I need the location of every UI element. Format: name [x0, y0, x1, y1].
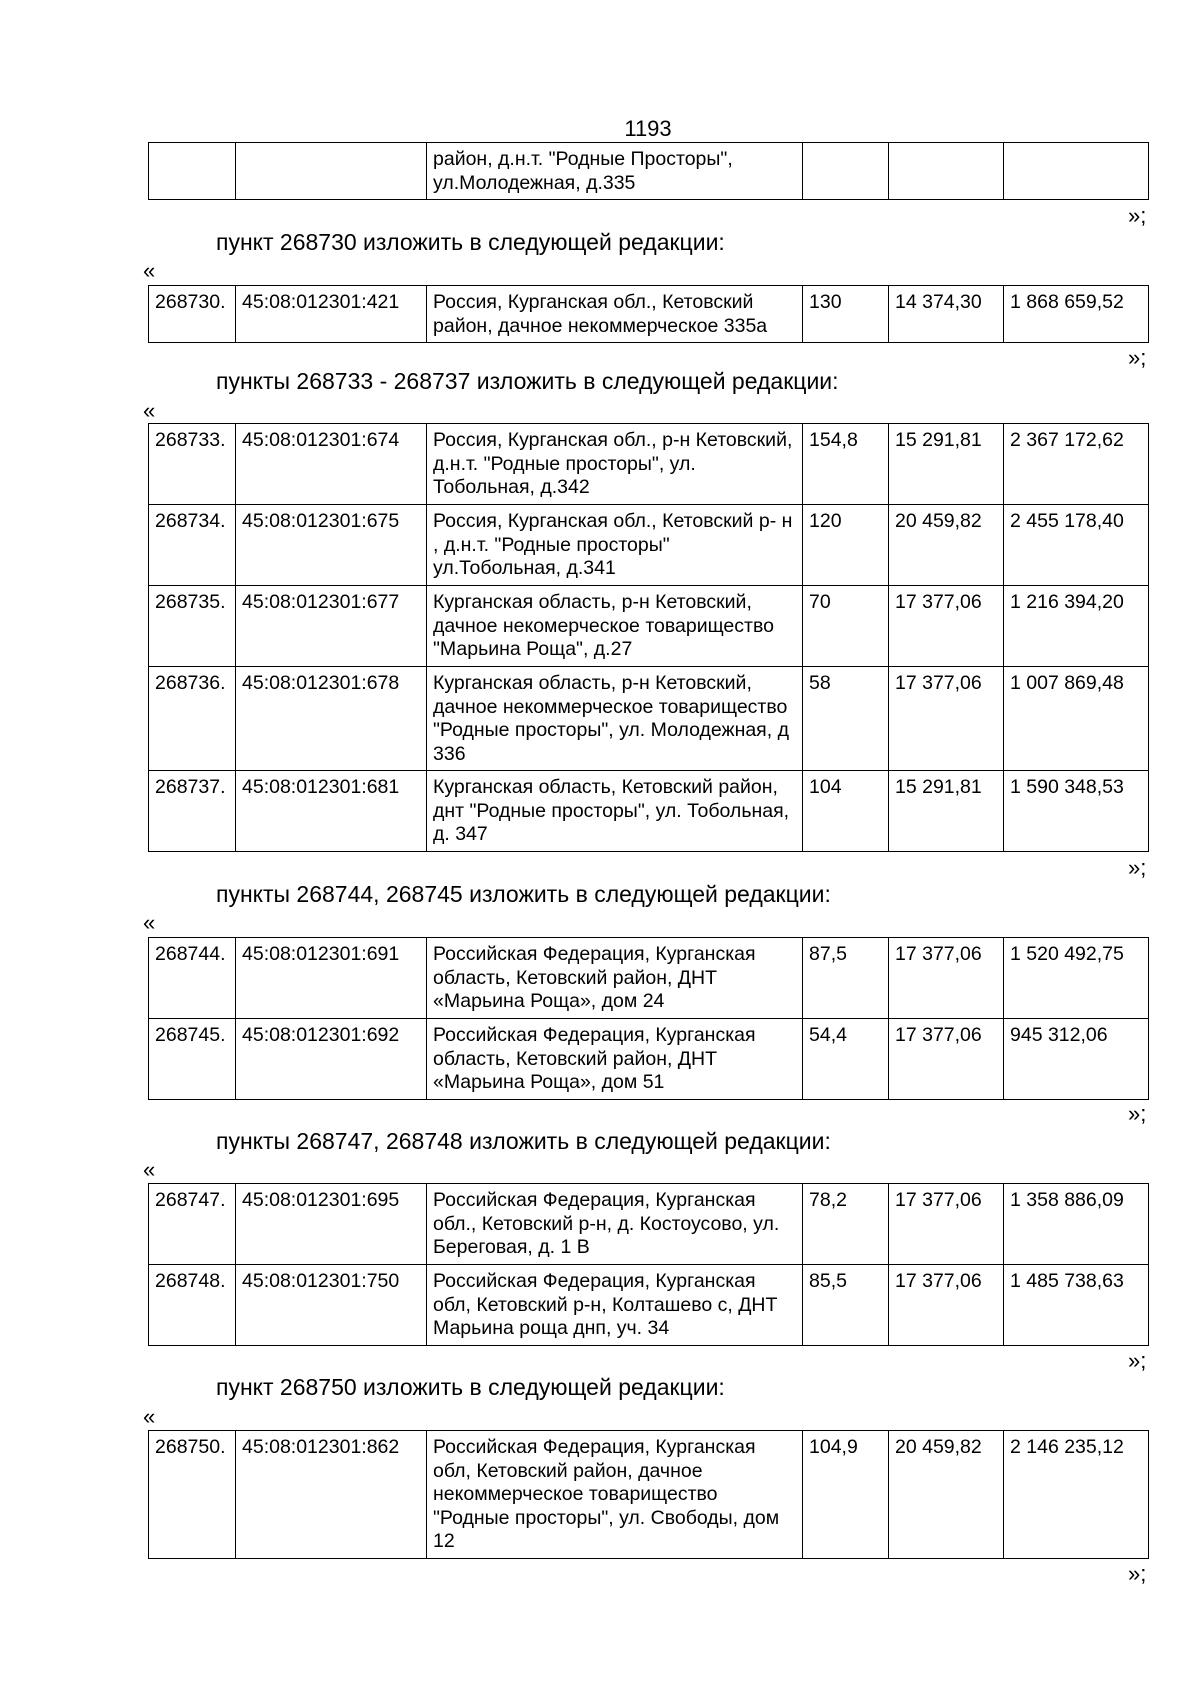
cell-cadastral: 45:08:012301:675 [236, 505, 427, 586]
open-quote: « [143, 1157, 156, 1182]
cell-value: 945 312,06 [1004, 1019, 1149, 1100]
cell-value: 1 520 492,75 [1004, 938, 1149, 1019]
cell-address: Курганская область, Кетовский район, днт "Родные просторы", ул. Тобольная, д. 347 [427, 771, 803, 852]
table-row [149, 424, 1149, 505]
cell-address: Российская Федерация, Курганская обл., Кетовский р-н, д. Костоусово, ул. Береговая, д. 1 В [427, 1184, 803, 1265]
table-row [149, 286, 1149, 343]
cell-cadastral: 45:08:012301:750 [236, 1265, 427, 1346]
cell-price: 17 377,06 [889, 938, 1004, 1019]
cell-value: 2 146 235,12 [1004, 1431, 1149, 1559]
cell-price: 20 459,82 [889, 1431, 1004, 1559]
section-table [148, 937, 1149, 1100]
table-row [149, 1265, 1149, 1346]
page-number: 1193 [624, 116, 672, 141]
cell-value [1004, 143, 1149, 200]
open-quote: « [143, 398, 156, 423]
cell-number: 268744. [149, 938, 236, 1019]
section-table [148, 1430, 1149, 1559]
cell-cadastral: 45:08:012301:421 [236, 286, 427, 343]
cell-area: 104 [803, 771, 889, 852]
cell-cadastral: 45:08:012301:681 [236, 771, 427, 852]
cell-number: 268735. [149, 586, 236, 667]
table-continuation [148, 142, 1149, 200]
cell-address: Российская Федерация, Курганская область, Кетовский район, ДНТ «Марьина Роща», дом 51 [427, 1019, 803, 1100]
cell-price: 17 377,06 [889, 1184, 1004, 1265]
close-quote: »; [1128, 1101, 1147, 1126]
cell-area: 85,5 [803, 1265, 889, 1346]
cell-address: Российская Федерация, Курганская обл, Кетовский район, дачное некоммерческое товарищество "Родные просторы", ул. Свободы, дом 12 [427, 1431, 803, 1559]
section-heading: пункт 268730 изложить в следующей редакции: [216, 229, 725, 255]
open-quote: « [143, 1404, 156, 1429]
cell-price: 20 459,82 [889, 505, 1004, 586]
section-table [148, 1183, 1149, 1346]
table-row [149, 938, 1149, 1019]
cell-price: 17 377,06 [889, 1019, 1004, 1100]
cell-area: 58 [803, 667, 889, 771]
cell-price: 17 377,06 [889, 1265, 1004, 1346]
cell-number: 268750. [149, 1431, 236, 1559]
cell-address: Россия, Курганская обл., Кетовский район, дачное некоммерческое 335а [427, 286, 803, 343]
cell-number: 268748. [149, 1265, 236, 1346]
close-quote: »; [1128, 1561, 1147, 1586]
table-row [149, 505, 1149, 586]
cell-address: район, д.н.т. "Родные Просторы", ул.Молодежная, д.335 [427, 143, 803, 200]
section-heading: пункты 268733 - 268737 изложить в следующей редакции: [216, 368, 839, 394]
cell-number: 268733. [149, 424, 236, 505]
cell-number [149, 143, 236, 200]
cell-cadastral: 45:08:012301:691 [236, 938, 427, 1019]
cell-price: 17 377,06 [889, 667, 1004, 771]
cell-price: 17 377,06 [889, 586, 1004, 667]
cell-address: Россия, Курганская обл., р-н Кетовский, д.н.т. "Родные просторы", ул. Тобольная, д.342 [427, 424, 803, 505]
open-quote: « [143, 910, 156, 935]
cell-area: 70 [803, 586, 889, 667]
cell-area [803, 143, 889, 200]
cell-number: 268736. [149, 667, 236, 771]
cell-number: 268730. [149, 286, 236, 343]
close-quote: »; [1128, 855, 1147, 880]
cell-value: 1 868 659,52 [1004, 286, 1149, 343]
cell-cadastral: 45:08:012301:695 [236, 1184, 427, 1265]
section-heading: пункты 268744, 268745 изложить в следующей редакции: [216, 881, 831, 907]
cell-cadastral: 45:08:012301:862 [236, 1431, 427, 1559]
table-row [149, 667, 1149, 771]
cell-address: Курганская область, р-н Кетовский, дачное некоммерческое товарищество "Родные просторы", ул. Молодежная, д 336 [427, 667, 803, 771]
cell-address: Российская Федерация, Курганская область, Кетовский район, ДНТ «Марьина Роща», дом 24 [427, 938, 803, 1019]
open-quote: « [143, 258, 156, 283]
close-quote: »; [1128, 345, 1147, 370]
cell-price: 14 374,30 [889, 286, 1004, 343]
cell-area: 154,8 [803, 424, 889, 505]
cell-cadastral: 45:08:012301:678 [236, 667, 427, 771]
cell-area: 130 [803, 286, 889, 343]
cell-price [889, 143, 1004, 200]
cell-value: 1 216 394,20 [1004, 586, 1149, 667]
cell-address: Курганская область, р-н Кетовский, дачное некомерческое товарищество "Марьина Роща", д.27 [427, 586, 803, 667]
cell-value: 1 590 348,53 [1004, 771, 1149, 852]
close-quote: »; [1128, 1348, 1147, 1373]
section-table [148, 423, 1149, 852]
close-quote: »; [1128, 203, 1147, 228]
cell-area: 87,5 [803, 938, 889, 1019]
section-heading: пункты 268747, 268748 изложить в следующей редакции: [216, 1128, 831, 1154]
cell-area: 78,2 [803, 1184, 889, 1265]
table-row [149, 586, 1149, 667]
table-row [149, 1019, 1149, 1100]
cell-area: 104,9 [803, 1431, 889, 1559]
cell-number: 268737. [149, 771, 236, 852]
table-row [149, 771, 1149, 852]
cell-value: 1 485 738,63 [1004, 1265, 1149, 1346]
cell-cadastral: 45:08:012301:692 [236, 1019, 427, 1100]
cell-price: 15 291,81 [889, 424, 1004, 505]
cell-value: 1 007 869,48 [1004, 667, 1149, 771]
cell-value: 2 367 172,62 [1004, 424, 1149, 505]
cell-area: 54,4 [803, 1019, 889, 1100]
cell-number: 268747. [149, 1184, 236, 1265]
cell-address: Россия, Курганская обл., Кетовский р- н , д.н.т. "Родные просторы" ул.Тобольная, д.341 [427, 505, 803, 586]
cell-area: 120 [803, 505, 889, 586]
cell-address: Российская Федерация, Курганская обл, Кетовский р-н, Колташево с, ДНТ Марьина роща днп, уч. 34 [427, 1265, 803, 1346]
cell-price: 15 291,81 [889, 771, 1004, 852]
cell-cadastral: 45:08:012301:677 [236, 586, 427, 667]
table-row [149, 1184, 1149, 1265]
section-table [148, 285, 1149, 343]
cell-cadastral: 45:08:012301:674 [236, 424, 427, 505]
cell-value: 1 358 886,09 [1004, 1184, 1149, 1265]
table-row [149, 143, 1149, 200]
table-row [149, 1431, 1149, 1559]
cell-number: 268734. [149, 505, 236, 586]
cell-cadastral [236, 143, 427, 200]
cell-value: 2 455 178,40 [1004, 505, 1149, 586]
section-heading: пункт 268750 изложить в следующей редакции: [216, 1374, 725, 1400]
cell-number: 268745. [149, 1019, 236, 1100]
